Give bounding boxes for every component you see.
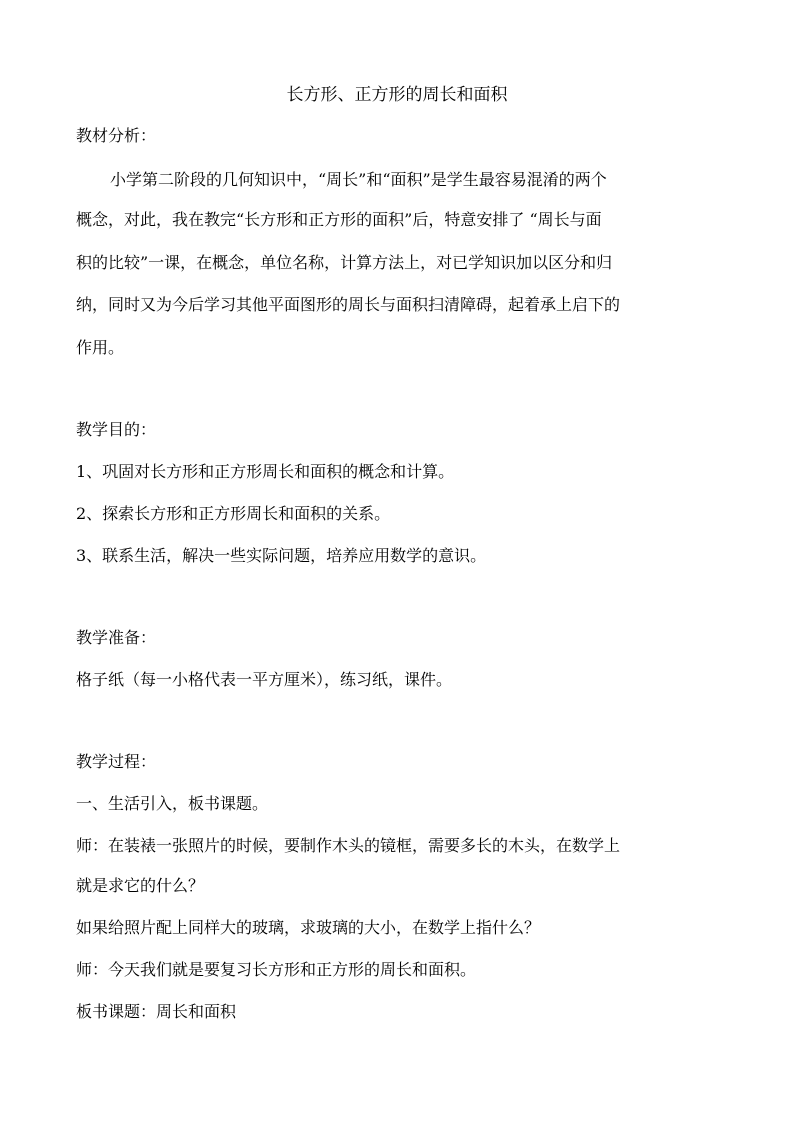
section-heading-process: 教学过程： — [76, 752, 157, 771]
process-line: 师：今天我们就是要复习长方形和正方形的周长和面积。 — [76, 960, 477, 979]
process-line: 就是求它的什么？ — [76, 876, 205, 895]
prep-text: 格子纸（每一小格代表一平方厘米），练习纸，课件。 — [76, 670, 453, 689]
analysis-paragraph-line: 作用。 — [76, 338, 125, 357]
section-heading-analysis: 教材分析： — [76, 126, 157, 145]
analysis-paragraph-line: 概念，对此，我在教完“长方形和正方形的面积”后，特意安排了 “周长与面 — [76, 210, 602, 229]
process-line: 如果给照片配上同样大的玻璃，求玻璃的大小，在数学上指什么？ — [76, 918, 541, 937]
analysis-paragraph-line: 小学第二阶段的几何知识中，“周长”和“面积”是学生最容易混淆的两个 — [110, 170, 607, 189]
section-heading-prep: 教学准备： — [76, 628, 157, 647]
process-line: 板书课题：周长和面积 — [76, 1002, 237, 1021]
analysis-paragraph-line: 纳，同时又为今后学习其他平面图形的周长与面积扫清障碍，起着承上启下的 — [76, 295, 621, 314]
goal-item: 1、巩固对长方形和正方形周长和面积的概念和计算。 — [76, 462, 455, 481]
document-title: 长方形、正方形的周长和面积 — [286, 85, 508, 105]
goal-item: 2、探索长方形和正方形周长和面积的关系。 — [76, 504, 391, 523]
section-heading-goals: 教学目的： — [76, 420, 157, 439]
process-line: 一、生活引入，板书课题。 — [76, 794, 269, 813]
analysis-paragraph-line: 积的比较”一课，在概念，单位名称，计算方法上，对已学知识加以区分和归 — [76, 253, 613, 272]
goal-item: 3、联系生活，解决一些实际问题，培养应用数学的意识。 — [76, 546, 487, 565]
process-line: 师：在装裱一张照片的时候，要制作木头的镜框，需要多长的木头，在数学上 — [76, 836, 621, 855]
